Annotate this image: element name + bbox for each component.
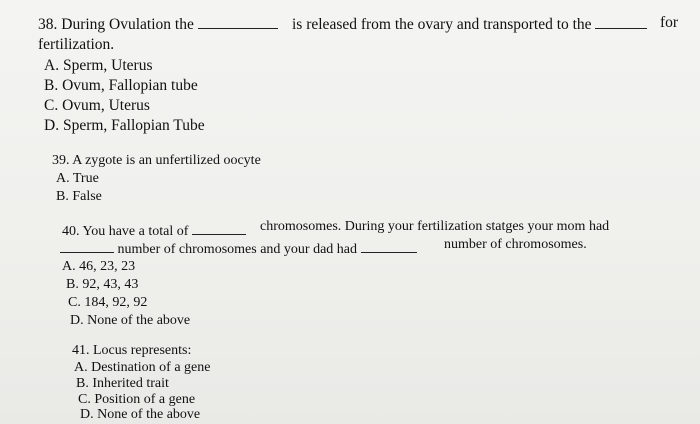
question-38-number: 38. bbox=[38, 16, 58, 33]
question-40-number: 40. bbox=[62, 224, 80, 239]
question-39-option-b: B. False bbox=[56, 189, 102, 204]
question-40-stem-part-2: chromosomes. During your fertilization statges your mom had bbox=[260, 219, 610, 234]
question-38-stem-part-4: fertilization. bbox=[38, 36, 115, 53]
question-41-stem: Locus represents: bbox=[93, 343, 192, 358]
question-40-stem-part-3: number of chromosomes and your dad had bbox=[117, 242, 357, 257]
question-41-number: 41. bbox=[72, 343, 90, 358]
question-38-stem-part-2: is released from the ovary and transported to the bbox=[292, 16, 592, 33]
question-38-option-d: D. Sperm, Fallopian Tube bbox=[44, 117, 205, 134]
question-38-option-a: A. Sperm, Uterus bbox=[44, 57, 153, 74]
question-40-stem-part-1: You have a total of bbox=[82, 224, 189, 239]
question-41-line-1 bbox=[72, 342, 191, 359]
question-38-stem-part-1: During Ovulation the bbox=[61, 16, 194, 33]
question-40-stem-part-4: number of chromosomes. bbox=[444, 237, 587, 252]
question-39-option-a: A. True bbox=[56, 171, 99, 186]
question-41-option-c: C. Position of a gene bbox=[78, 392, 196, 407]
question-38-option-b: B. Ovum, Fallopian tube bbox=[44, 77, 198, 94]
question-38-option-c: C. Ovum, Uterus bbox=[44, 97, 150, 114]
question-40-option-d: D. None of the above bbox=[70, 313, 191, 328]
question-38-stem-part-3: for bbox=[660, 14, 679, 31]
question-40-option-c: C. 184, 92, 92 bbox=[68, 295, 148, 310]
question-40-option-b: B. 92, 43, 43 bbox=[66, 277, 139, 292]
question-41-option-b: B. Inherited trait bbox=[76, 376, 169, 391]
question-40-option-a: A. 46, 23, 23 bbox=[62, 259, 136, 274]
question-39-number: 39. bbox=[52, 153, 70, 168]
question-41-option-d: D. None of the above bbox=[80, 407, 201, 422]
question-39-stem: A zygote is an unfertilized oocyte bbox=[72, 153, 261, 168]
question-41-option-a: A. Destination of a gene bbox=[74, 360, 211, 375]
